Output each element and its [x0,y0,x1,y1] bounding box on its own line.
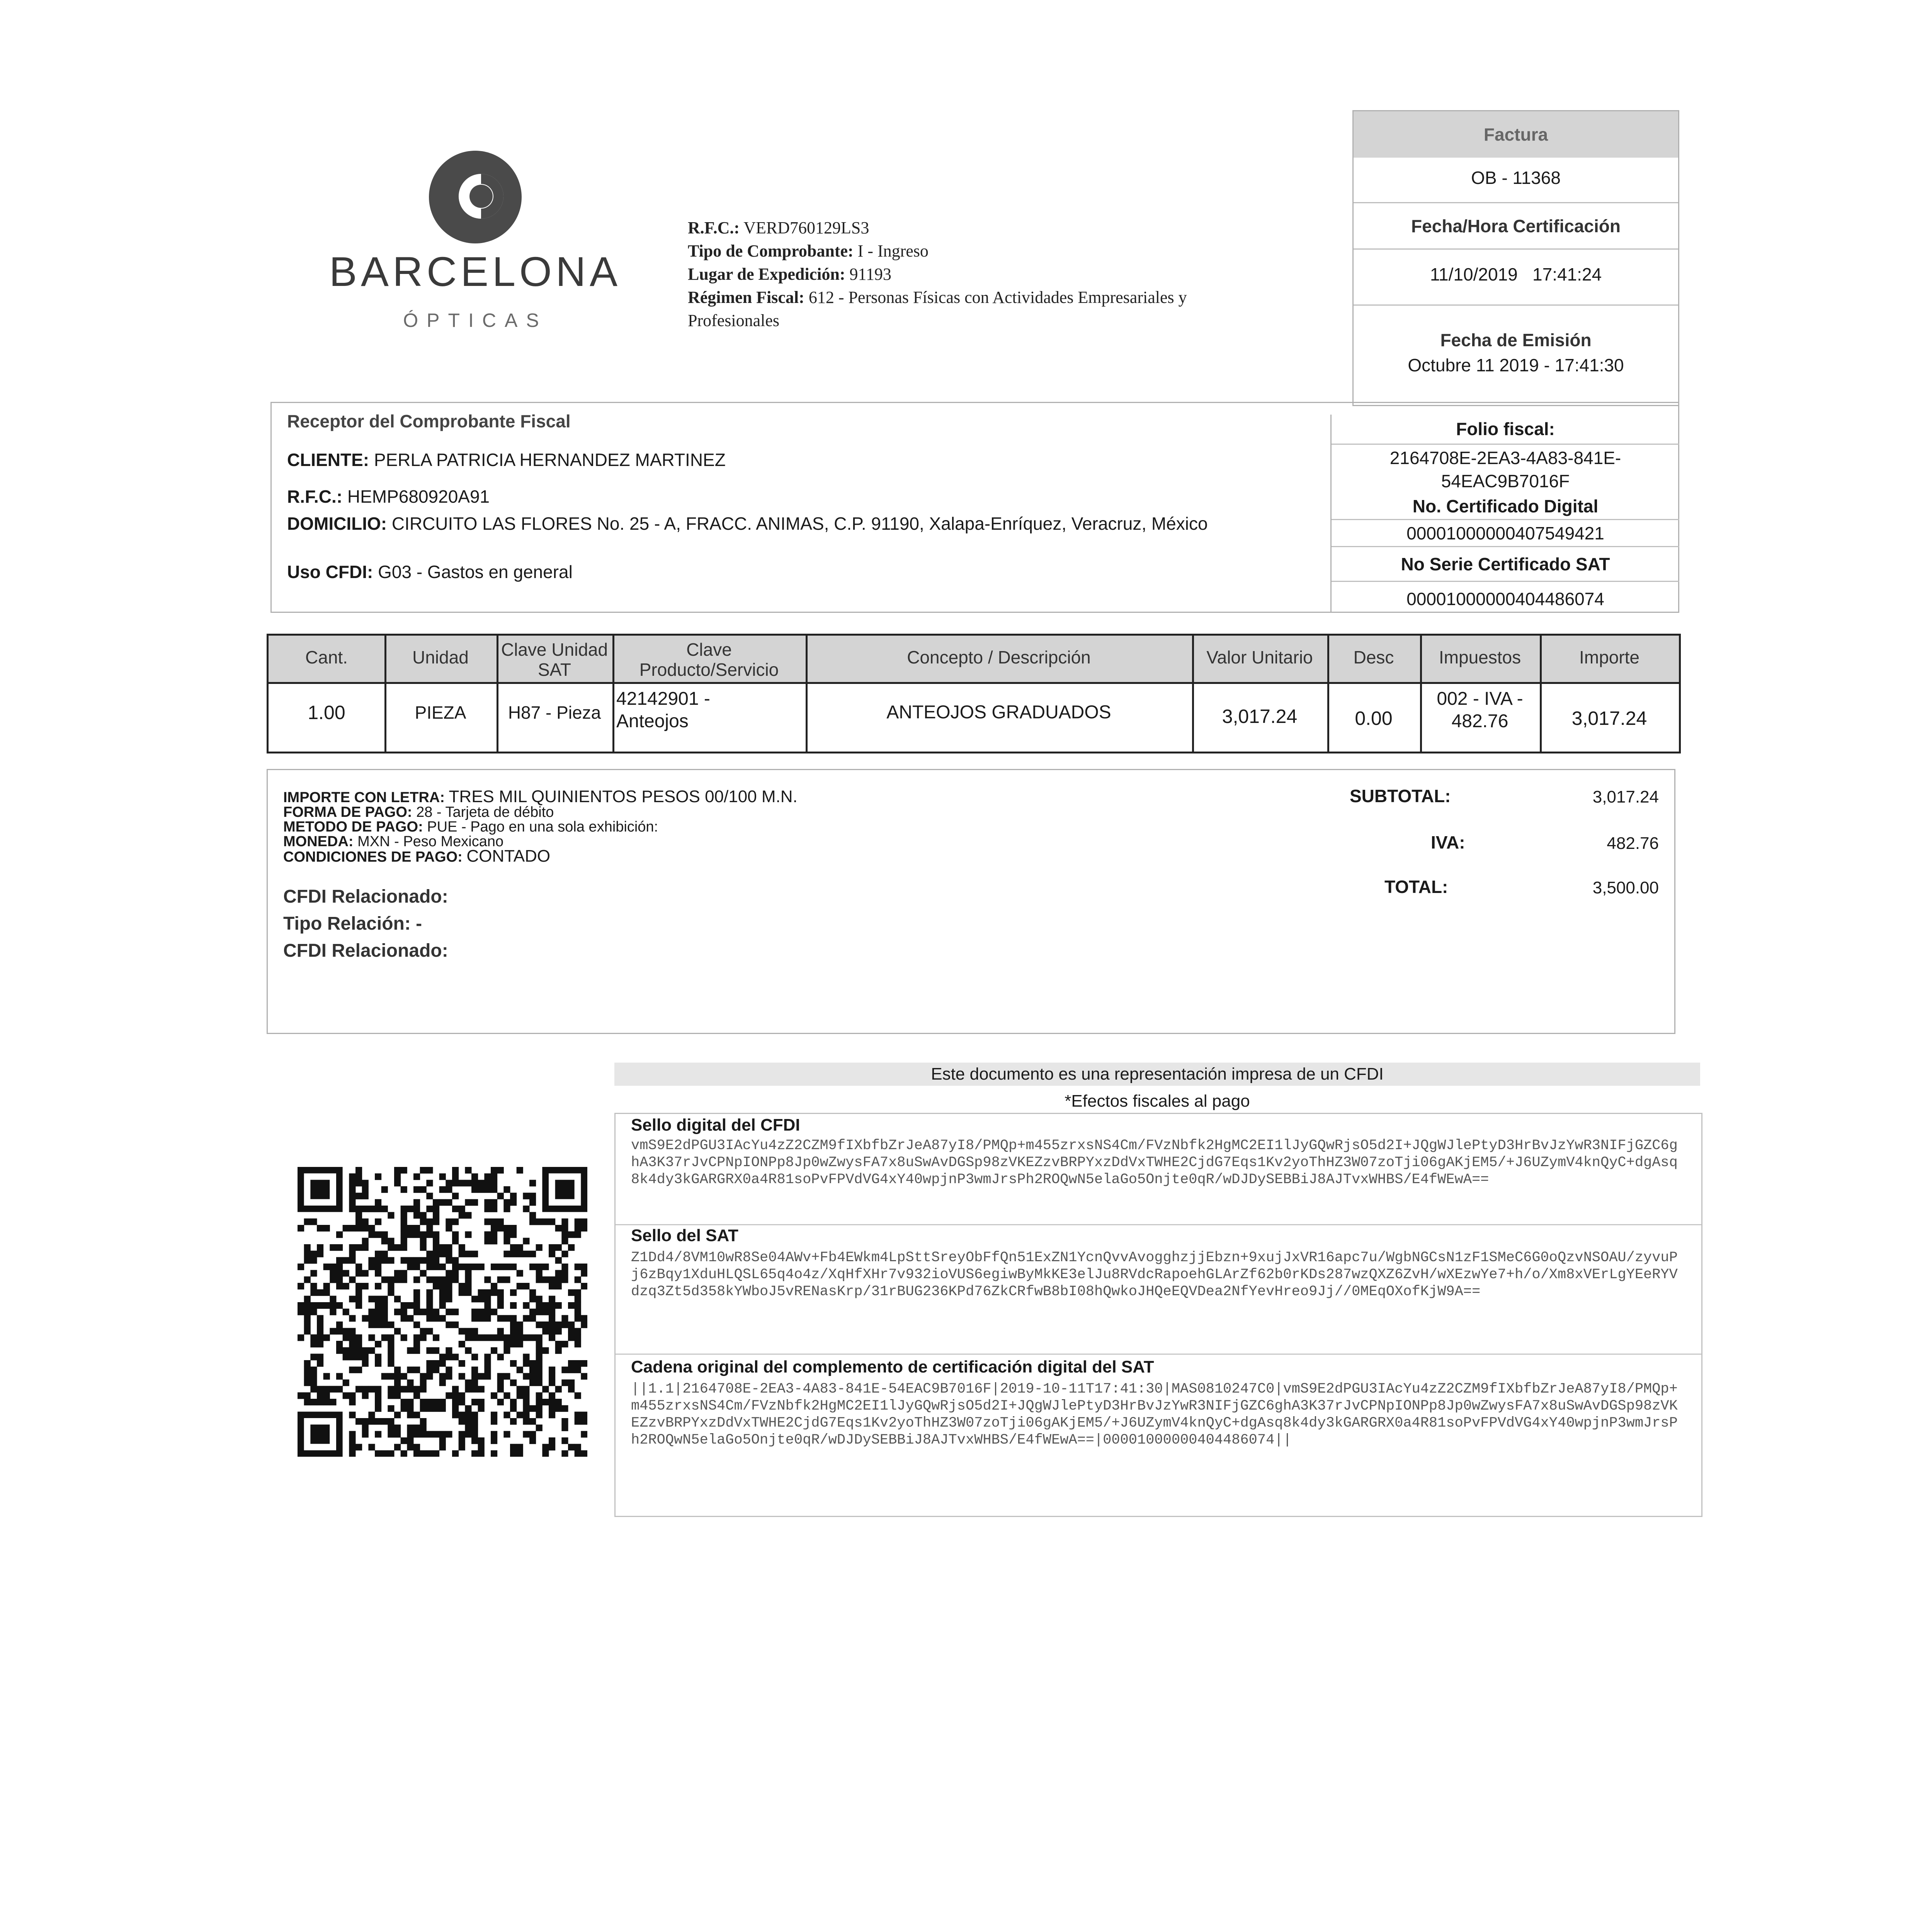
cell-cant: 1.00 [308,702,345,723]
sello-sat-title: Sello del SAT [631,1226,738,1245]
issuer-regimen-cont: Profesionales [688,311,780,330]
metodo-label: METODO DE PAGO: [283,819,423,835]
subtotal-value: 3,017.24 [1592,787,1659,806]
issuer-lugar: 91193 [849,265,891,284]
sello-cfdi-value: vmS9E2dPGU3IAcYu4zZ2CZM9fIXbfbZrJeA87yI8/PMQp+m455zrxsNS4Cm/FVzNbfk2HgMC2EI1lJyGQwRjsO5d2I+JQgWJlePtyD3HrBvJzYwR3NIFjGZC6ghA3K37rJvCPNpIONPp8Jp0wZwysFA7x8uSwAvDGSp98zVKEZzvBRPYxzDdVxTWHE2CjdG7Eqs1Kv2yoThHZ3W07zoTji06gAKjEM5/+J6UZymV4knQyC+dgAsq8k4dy3kGARGRX0a4R81soPvFPVdVG4xY40wpjnP3wmJrsPh2ROQwN5elaGo5Onjte0qR/wDJDySEBBiJ8AJTvxWHBS/E4fWEwA== [631,1138,1678,1188]
col-cant: Cant. [305,647,348,667]
col-clave-unidad-1: Clave Unidad [501,639,608,660]
cfdi-banner-text: Este documento es una representación impresa de un CFDI [931,1065,1384,1083]
iva-value: 482.76 [1607,834,1659,853]
cell-clave-unidad: H87 - Pieza [508,702,601,723]
issuer-lugar-label: Lugar de Expedición: [688,265,845,284]
domicilio-line [287,513,1330,534]
cadena-title: Cadena original del complemento de certificación digital del SAT [631,1357,1154,1376]
cell-impuestos-2: 482.76 [1451,711,1509,731]
receptor-box [270,402,1679,613]
moneda-value: MXN - Peso Mexicano [357,833,504,850]
iva-label: IVA: [1431,832,1465,852]
total-value: 3,500.00 [1592,878,1659,897]
col-clave-prod-2: Producto/Servicio [639,660,779,680]
issuer-info [688,216,1325,332]
emision-label: Fecha de Emisión [1440,330,1592,350]
payment-info [283,789,1133,864]
serie-value: 00001000000404486074 [1406,589,1604,609]
col-importe: Importe [1579,647,1639,667]
cell-impuestos-1: 002 - IVA - [1437,689,1523,709]
receptor-title: Receptor del Comprobante Fiscal [287,411,571,431]
cfdi-relacionado-1: CFDI Relacionado: [283,886,448,907]
company-logo [317,131,634,348]
factura-number: OB - 11368 [1471,168,1561,188]
cell-clave-prod-1: 42142901 - [616,689,710,709]
qr-code-icon [298,1167,587,1457]
items-table [267,634,1681,753]
folio-box [1330,415,1679,612]
efectos-text: *Efectos fiscales al pago [1065,1092,1250,1111]
cert-datetime [1354,264,1678,285]
col-valor: Valor Unitario [1206,647,1313,667]
cadena-value: ||1.1|2164708E-2EA3-4A83-841E-54EAC9B7016F|2019-10-11T17:41:30|MAS0810247C0|vmS9E2dPGU3IAcYu4zZ2CZM9fIXbfbZrJeA87yI8/PMQp+m455zrxsNS4Cm/FVzNbfk2HgMC2EI1lJyGQwRjsO5d2I+JQgWJlePtyD3HrBvJzYwR3NIFjGZC6ghA3K37rJvCPNpIONPp8Jp0wZwysFA7x8uSwAvDGSp98zVKEZzvBRPYxzDdVxTWHE2CjdG7Eqs1Kv2yoThHZ3W07zoTji06gAKjEM5/+J6UZymV4knQyC+dgAsq8k4dy3kGARGRX0a4R81soPvFPVdVG4xY40wpjnP3wmJrsPh2ROQwN5elaGo5Onjte0qR/wDJDySEBBiJ8AJTvxWHBS/E4fWEwA==|00001000000404486074|| [631,1381,1678,1448]
cell-importe: 3,017.24 [1571,707,1647,729]
letra-label: IMPORTE CON LETRA: [283,789,445,806]
folio-value-2: 54EAC9B7016F [1441,471,1570,491]
cell-valor: 3,017.24 [1222,706,1298,727]
cell-unidad: PIEZA [415,702,466,723]
col-unidad: Unidad [412,647,469,667]
moneda-label: MONEDA: [283,833,354,850]
folio-value-1: 2164708E-2EA3-4A83-841E- [1389,448,1621,468]
subtotal-label: SUBTOTAL: [1350,786,1451,806]
receptor-rfc-line [287,486,490,507]
condiciones-value: CONTADO [466,847,551,866]
col-clave-prod-1: Clave [686,639,732,660]
cell-clave-prod [616,688,802,733]
cliente-line [287,449,726,470]
cert-label: Fecha/Hora Certificación [1411,216,1621,236]
issuer-rfc: VERD760129LS3 [743,218,869,237]
cliente-label: CLIENTE: [287,450,369,470]
col-desc: Desc [1353,647,1394,667]
emision-value: Octubre 11 2019 - 17:41:30 [1408,355,1624,375]
col-concepto: Concepto / Descripción [907,647,1091,667]
tipo-relacion: Tipo Relación: - [283,913,422,934]
cert-digital-label: No. Certificado Digital [1412,496,1599,516]
uso-value: G03 - Gastos en general [378,562,573,582]
condiciones-label: CONDICIONES DE PAGO: [283,849,463,865]
receptor-rfc: HEMP680920A91 [347,486,490,507]
cfdi-seals [614,1113,1702,1517]
receptor-rfc-label: R.F.C.: [287,486,343,507]
cert-digital-value: 00001000000407549421 [1406,523,1604,543]
col-clave-unidad-2: SAT [537,660,571,680]
cell-impuestos [1420,688,1540,733]
col-impuestos: Impuestos [1439,647,1521,667]
issuer-regimen-label: Régimen Fiscal: [688,288,804,307]
logo-name: BARCELONA [329,248,622,295]
folio-label: Folio fiscal: [1456,419,1555,439]
cell-clave-prod-2: Anteojos [616,711,689,731]
sello-sat-value: Z1Dd4/8VM10wR8Se04AWv+Fb4EWkm4LpSttSreyObFfQn51ExZN1YcnQvvAvogghzjjEbzn+9xujJxVR16apc7u/WgbNGCsN1zF1SMeC6G0oQzvNSOAU/zyvuPj6zBqy1XduHLQSL65q4o4z/XqHfXHr7v932ioVUS6egiwByMkKE3elJu8RVdcRapoehGLArZf62b0rKDs287wzQXZ6ZvH/wXEzwYe7+h/o/Xm8xVErLgYEeRYVdzq3Zt5d358kYWboJ5vRENasKrp/31rBUG236KPd76ZkCRfwB8bI08hQwkoJHQeEQVDea2NfYevHreo9Jj//0MEqOXofKjW9A== [631,1250,1678,1300]
logo-subtitle: ÓPTICAS [403,310,548,331]
uso-label: Uso CFDI: [287,562,373,582]
col-clave-prod [612,639,806,680]
metodo-value: PUE - Pago en una sola exhibición: [427,819,658,835]
cell-desc: 0.00 [1355,707,1393,729]
forma-label: FORMA DE PAGO: [283,804,412,820]
total-label: TOTAL: [1384,877,1448,897]
issuer-rfc-label: R.F.C.: [688,218,740,237]
cfdi-relacionado-2: CFDI Relacionado: [283,940,448,961]
issuer-regimen: 612 - Personas Físicas con Actividades Empresariales y [808,288,1187,307]
cert-time: 17:41:24 [1532,264,1602,284]
serie-label: No Serie Certificado SAT [1401,554,1610,574]
logo-mark-icon [425,147,526,247]
cert-date: 11/10/2019 [1430,264,1518,284]
sello-cfdi-title: Sello digital del CFDI [631,1116,800,1134]
col-clave-unidad [497,639,612,680]
factura-title: Factura [1354,111,1678,158]
domicilio-label: DOMICILIO: [287,514,387,534]
cell-concepto: ANTEOJOS GRADUADOS [886,702,1111,723]
factura-box [1352,110,1679,406]
issuer-tipo: I - Ingreso [857,242,929,260]
cliente-name: PERLA PATRICIA HERNANDEZ MARTINEZ [374,450,726,470]
uso-line [287,561,573,582]
summary-box [267,769,1675,1034]
letra-value: TRES MIL QUINIENTOS PESOS 00/100 M.N. [449,787,798,806]
domicilio-value: CIRCUITO LAS FLORES No. 25 - A, FRACC. ANIMAS, C.P. 91190, Xalapa-Enríquez, Veracruz, México [391,514,1208,534]
cfdi-banner [614,1063,1700,1086]
issuer-tipo-label: Tipo de Comprobante: [688,242,854,260]
forma-value: 28 - Tarjeta de débito [416,804,554,820]
